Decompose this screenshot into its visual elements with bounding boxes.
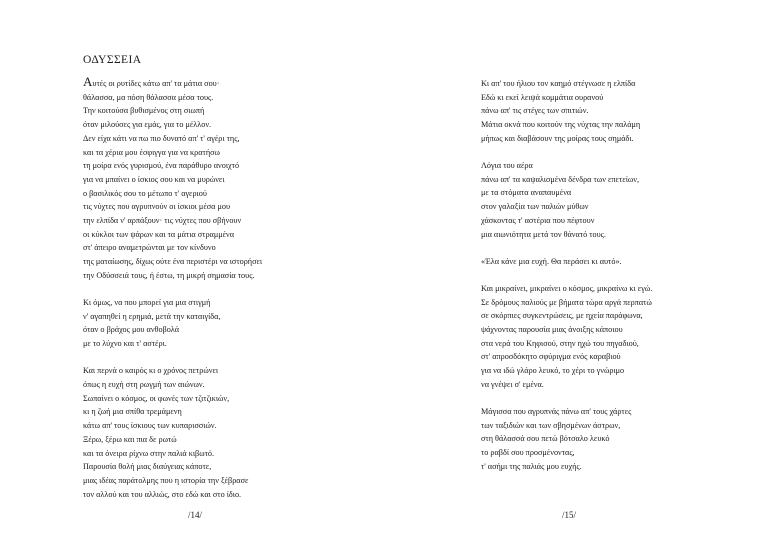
verse-line [481,159,652,173]
stanza [481,255,652,269]
verse-line [481,200,652,214]
verse-line [481,446,652,460]
verse-line [481,296,652,310]
verse-line [83,460,262,474]
verse-line [83,132,262,146]
verse-line [481,405,652,419]
verse-text: για να ιδώ γλάρο λευκό, το χέρι το γνώριμο [481,366,625,376]
verse-text: την Οδύσσειά τους, ή έστω, τη μικρή σημασία τους. [83,270,255,280]
verse-text: Λόγια του αέρα [481,161,533,171]
verse-text: στη θάλασσά σου πετώ βότσαλο λευκό [481,434,610,444]
verse-line [83,310,262,324]
verse-line [83,488,262,502]
verse-line [83,255,262,269]
verse-line [481,173,652,187]
verse-line [83,187,262,201]
verse-line [83,159,262,173]
verse-line [481,378,652,392]
verse-line [83,104,262,118]
verse-text: για να μπαίνει ο ίσκιος σου και να μυρώνει [83,174,225,184]
verse-text: των ταξιδιών και των σβησμένων άστρων, [481,420,621,430]
verse-text: σε σκόρπιες συγκεντρώσεις, με ηχεία παράφωνα, [481,311,643,321]
stanza [481,159,652,241]
verse-text: στον γαλαξία των παλιών μύθων [481,202,589,212]
verse-line [83,392,262,406]
verse-line [83,405,262,419]
verse-line [481,104,652,118]
verse-line [481,255,652,269]
verse-text: στα νερά του Κηφισού, στην ηχώ του πηγαδιού, [481,338,639,348]
verse-text: πάνω απ' τα καψαλισμένα δένδρα των επετείων, [481,174,640,184]
verse-line [83,91,262,105]
verse-line [83,173,262,187]
verse-line [83,419,262,433]
verse-text: Κι όμως, να που μπορεί για μια στιγμή [83,298,211,308]
verse-text: Παρουσία θολή μιας διαύγειας κάποτε, [83,462,212,472]
verse-text: μήπως και διαβάσουν της μοίρας τους σημάδι. [481,133,634,143]
verse-line [481,214,652,228]
verse-line [481,323,652,337]
stanza [83,296,262,351]
stanza [83,74,263,283]
verse-text: υτές οι ρυτίδες κάτω απ' τα μάτια σου· [92,79,220,88]
right-poem-text [481,77,652,487]
verse-text: Δεν είχα κάτι να πω πιο δυνατό απ' τ' αγέρι της, [83,133,240,143]
verse-text: στ' άπειρο αναμετρώνται με τον κίνδυνο [83,243,216,253]
verse-line [83,74,262,91]
verse-text: Και περνά ο καιρός κι ο χρόνος πετρώνει [83,366,219,376]
verse-line [83,474,262,488]
verse-text: Εδώ κι εκεί λειψά κομμάτια ουρανού [481,92,604,102]
verse-line [83,364,262,378]
poem-title: ΟΔΥΣΣΕΙΑ [83,54,142,66]
left-poem-text [83,74,263,515]
verse-line [481,419,652,433]
verse-text: Και μικραίνει, μικραίνει ο κόσμος, μικραίνω κι εγώ. [481,283,653,293]
verse-text: μια αιωνιότητα μετά τον θάνατό τους. [481,229,606,239]
verse-text: Κι απ' του ήλιου τον καημό στέγνωσε η ελπίδα [481,79,636,88]
verse-text: ο βασιλικός σου το μέτωπο τ' αγεριού [83,188,207,198]
verse-line [83,241,262,255]
verse-line [481,228,652,242]
right-page [384,0,768,549]
verse-line [83,447,262,461]
verse-text: το ραβδί σου προσμένοντας, [481,448,575,458]
verse-text: τ' ασήμι της παλιάς μου ευχής. [481,461,582,471]
verse-text: την ελπίδα ν' αρπάξουν· τις νύχτες που σβήνουν [83,216,242,226]
verse-text: όταν ο βράχος μου ανθοβολά [83,325,180,335]
verse-line [83,433,262,447]
verse-text: ψάχνοντας παρουσία μιας άνοιξης κάποιου [481,325,623,335]
stanza [481,77,652,146]
verse-line [481,350,652,364]
verse-line [83,200,262,214]
verse-line [481,132,652,146]
verse-line [83,378,262,392]
verse-line [83,337,262,351]
verse-line [83,228,262,242]
initial-letter: Α [83,74,93,89]
verse-text: Σωπαίνει ο κόσμος, οι φωνές των τζιτζικιών, [83,393,230,403]
verse-text: με το λύχνο και τ' αστέρι. [83,339,167,349]
verse-line [481,118,652,132]
verse-text: μιας ιδέας παράτολμης που η ιστορία την ξέβρασε [83,475,249,485]
verse-line [481,186,652,200]
verse-text: όπως η ευχή στη ρωγμή των αιώνων. [83,380,205,390]
verse-text: ν' αγαπηθεί η ερημιά, μετά την καταιγίδα, [83,311,221,321]
verse-text: Μάτια οκνά που κοιτούν της νύχτας την παλάμη [481,120,641,130]
stanza [481,405,652,474]
verse-text: και τα χέρια μου έσφιγγα για να κρατήσω [83,147,220,157]
verse-text: «Έλα κάνε μια ευχή. Θα περάσει κι αυτό». [481,256,622,266]
page-number-left: /14/ [188,510,203,520]
verse-text: στ' απροσδόκητο σφύριγμα ενός καραβιού [481,352,621,362]
verse-line [83,269,262,283]
verse-text: κι η ζωή μια σπίθα τρεμάμενη [83,407,182,417]
verse-text: θάλασσα, μα πόση θάλασσα μέσα τους. [83,92,214,102]
verse-line [481,432,652,446]
verse-line [83,323,262,337]
verse-text: της ματαίωσης, δίχως ούτε ένα περιστέρι να ιστορήσει [83,257,263,267]
verse-line [83,296,262,310]
verse-text: τις νύχτες που αγρυπνούν οι ίσκιοι μέσα μου [83,202,231,212]
verse-line [481,337,652,351]
verse-line [481,364,652,378]
verse-line [481,282,652,296]
verse-text: χάσκοντας τ' αστέρια που πέφτουν [481,215,595,225]
verse-line [83,118,262,132]
verse-line [481,309,652,323]
verse-line [481,91,652,105]
verse-text: πάνω απ' τις στέγες των σπιτιών. [481,106,589,116]
verse-text: όταν μιλούσες για εμάς, για το μέλλον. [83,120,212,130]
verse-text: Σε δρόμους παλιούς με βήματα τώρα αργά περπατώ [481,297,652,307]
page-number-right: /15/ [562,510,577,520]
verse-text: Μάγισσα που αγρυπνάς πάνω απ' τους χάρτες [481,407,632,417]
verse-text: και τα όνειρα ρίχνω στην παλιά κιβωτό. [83,448,215,458]
verse-text: οι κύκλοι των ψάρων και τα μάτια στραμμένα [83,229,235,239]
stanza [83,364,262,501]
verse-text: τη μοίρα ενός γυρισμού, ένα παράθυρο ανοιχτό [83,161,240,171]
stanza [481,282,652,392]
verse-text: Την κοιτούσα βυθισμένος στη σιωπή [83,106,205,116]
verse-text: κάτω απ' τους ίσκιους των κυπαρισσιών. [83,421,217,431]
verse-line [481,460,652,474]
verse-line [83,146,262,160]
verse-text: τον αλλού και του αλλιώς, στο εδώ και στο ίδιο. [83,489,242,499]
verse-text: Ξέρω, ξέρω και πια δε ρωτώ [83,434,177,444]
verse-text: με τα στόματα αναπαυμένα [481,188,572,198]
verse-line [481,77,652,91]
verse-text: να γνέψει σ' εμένα. [481,379,544,389]
verse-line [83,214,262,228]
